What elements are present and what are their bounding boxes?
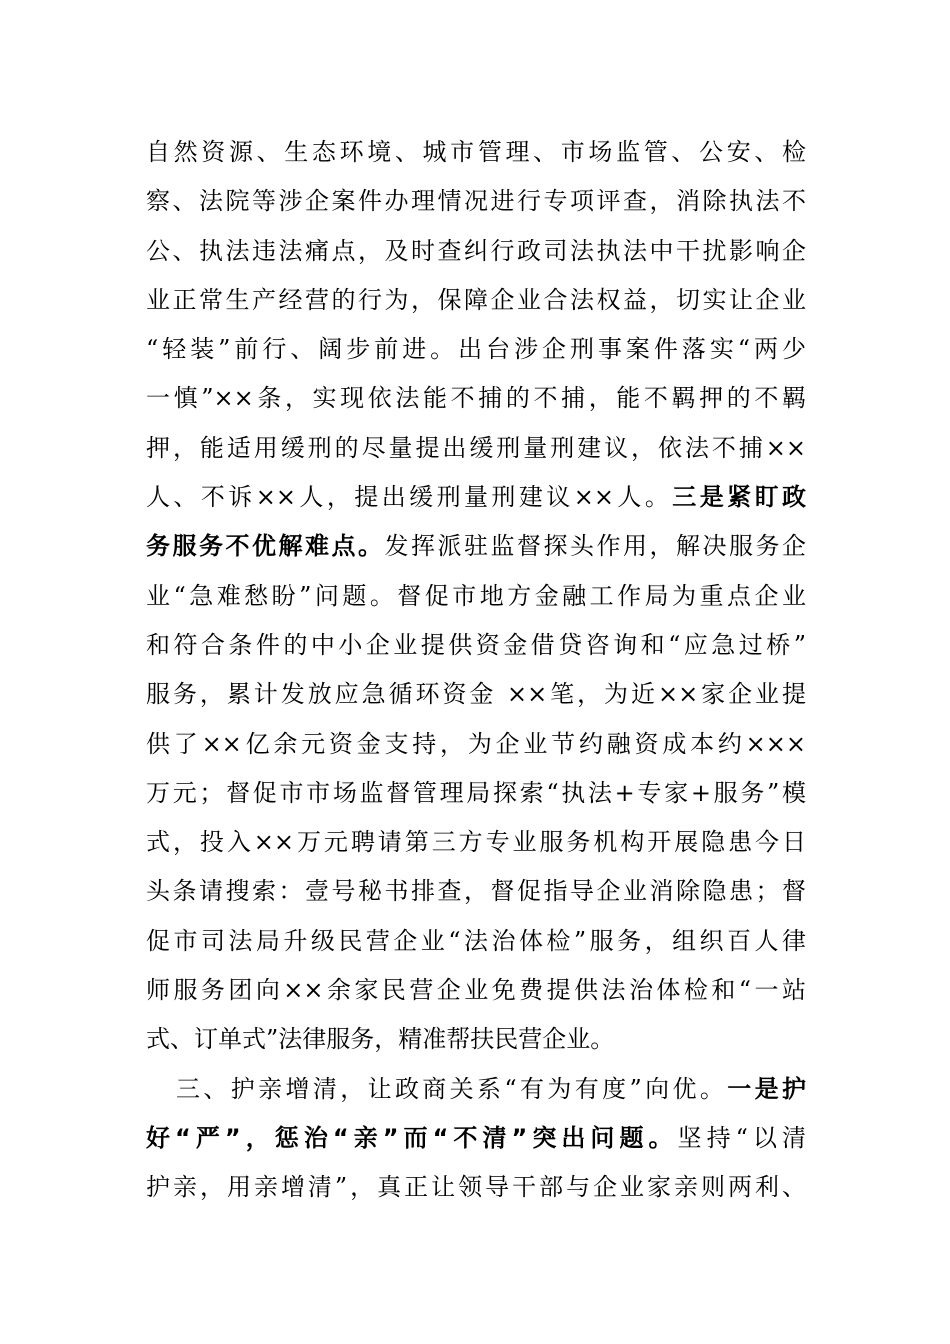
text-run: 自然资源、生态环境、城市管理、市场监管、公安、检 (146, 138, 806, 166)
text-run: 服务，累计发放应急循环资金 ××笔，为近××家企业提 (146, 680, 806, 709)
text-run: 业“急难愁盼”问题。督促市地方金融工作局为重点企业 (146, 581, 806, 610)
text-run: 式、订单式”法律服务，精准帮扶民营企业。 (146, 1025, 615, 1054)
text-line (146, 1114, 806, 1163)
text-line (146, 424, 806, 473)
text-run: 头条请搜索：壹号秘书排查，督促指导企业消除隐患；督 (146, 877, 806, 906)
text-run: 万元；督促市市场监督管理局探索“执法+专家+服务”模 (146, 778, 806, 807)
text-line (146, 1065, 806, 1114)
text-run: 三、护亲增清，让政商关系“有为有度”向优。 (176, 1074, 728, 1103)
text-line (146, 966, 806, 1015)
text-run: 和符合条件的中小企业提供资金借贷咨询和“应急过桥” (146, 630, 806, 659)
text-run: 一慎”××条，实现依法能不捕的不捕，能不羁押的不羁 (146, 384, 806, 413)
text-line (146, 572, 806, 621)
text-run: 业正常生产经营的行为，保障企业合法权益，切实让企业 (146, 285, 806, 314)
text-run: 护亲，用亲增清”，真正让领导干部与企业家亲则两利、 (146, 1173, 806, 1202)
text-line (146, 374, 806, 423)
text-run: 供了××亿余元资金支持，为企业节约融资成本约××× (146, 729, 806, 758)
text-line (146, 276, 806, 325)
text-line (146, 473, 806, 522)
text-line (146, 720, 806, 769)
text-run: 察、法院等涉企案件办理情况进行专项评查，消除执法不 (146, 187, 806, 216)
text-line (146, 917, 806, 966)
text-run: 坚持“以清 (677, 1123, 806, 1152)
text-run: 人、不诉××人，提出缓刑量刑建议××人。 (146, 483, 673, 512)
text-line (146, 769, 806, 818)
text-line (146, 867, 806, 916)
text-line (146, 1163, 806, 1212)
bold-run: 三是紧盯政 (672, 483, 807, 512)
text-run: 公、执法违法痛点，及时查纠行政司法执法中干扰影响企 (146, 236, 806, 265)
text-line (146, 325, 806, 374)
text-line (146, 177, 806, 226)
bold-run: 一是护 (727, 1074, 807, 1103)
text-line (146, 670, 806, 719)
text-run: 发挥派驻监督探头作用，解决服务企 (384, 532, 806, 561)
text-run: 式，投入××万元聘请第三方专业服务机构开展隐患今日 (146, 828, 806, 857)
text-run: 师服务团向××余家民营企业免费提供法治体检和“一站 (146, 976, 806, 1005)
text-line (146, 818, 806, 867)
text-line (146, 621, 806, 670)
text-line (146, 522, 806, 571)
body-text (146, 128, 806, 1213)
text-line (146, 1015, 806, 1064)
text-run: 促市司法局升级民营企业“法治体检”服务，组织百人律 (146, 926, 806, 955)
text-line (146, 227, 806, 276)
text-line (146, 128, 806, 177)
text-run: 押，能适用缓刑的尽量提出缓刑量刑建议，依法不捕×× (146, 433, 806, 462)
bold-run: 务服务不优解难点。 (146, 532, 385, 561)
bold-run: 好“严”，惩治“亲”而“不清”突出问题。 (146, 1123, 678, 1152)
text-run: “轻装”前行、阔步前进。出台涉企刑事案件落实“两少 (146, 335, 806, 364)
